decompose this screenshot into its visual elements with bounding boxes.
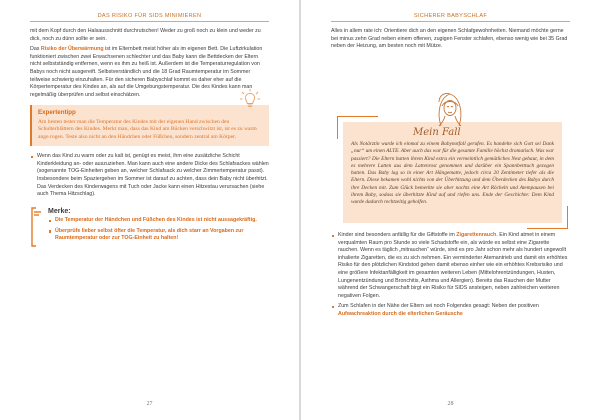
right-b1-rest: . Ein Kind atmet in einem verqualmten Raum pro Stunde so viele Schadstoffe ein, als würde es selbst eine Zigarette rauchen. Wenn es täglich „mitrauchen“ würde, sind es pro Jahr schon mehr als hundert ungewollt inhalierte Zigaretten, die es zu sich nehmen. Ein verminderter Atemantrieb und damit ein erhöhtes Risiko für den plötzlichen Kindstod gehen damit ebenso einher wie ein erhöhtes Krebsrisiko und eine größere Infektanfälligkeit im gesamten weiteren Leben (Mittelohrentzündungen, Husten, Lungenentzündung und Bronchitis, Asthma und Allergien). Bereits das Rauchen der Mutter während der Schwangerschaft birgt ein Risiko für SIDS ansteigen, neben zahlreichen weiteren negativen Folgen. xyxy=(338,232,568,299)
box-corner-bottom-right xyxy=(527,206,568,229)
right-b2-start: Zum Schlafen in der Nähe der Eltern sei noch Folgendes gesagt: Neben der positiven xyxy=(338,303,539,310)
expert-tip-title: Expertentipp xyxy=(38,109,76,117)
expert-tip-box xyxy=(30,105,269,146)
page-number-right: 28 xyxy=(447,401,454,407)
right-bullet-2 xyxy=(338,303,570,318)
right-page-body xyxy=(331,28,570,54)
highlight-ueberwaermung: Risiko der Überwärmung xyxy=(40,46,104,53)
left-bullet-1: Wenn das Kind zu warm oder zu kalt ist, genügt es meist, ihm eine zusätzliche Schicht Kinderkleidung an- oder auszuziehen. Man kann auch eine andere Dicke des Schlafsackes wählen (sogenannte TOG-Einheiten geben an, welcher Schlafsack zu welcher Zimmertemperatur passt). Insbesondere beim Spaziergehen im Sommer ist darauf zu achten, dass dein Baby nicht überhitzt. Das Verdecken des Kinderwagens mit Tuch oder Jacke kann einen Hitzestau verursachen (siehe auch Thema Hitzschlag). xyxy=(37,153,269,198)
running-head-rule-right xyxy=(331,21,570,22)
left-paragraph-1: mit dem Kopf durch den Halsausschnitt durchrutschen! Weder zu groß noch zu klein und weder zu dick, noch zu dünn sollte er sein. xyxy=(30,28,261,42)
merke-bracket-icon xyxy=(30,206,44,248)
case-story-title: Mein Fall xyxy=(413,127,461,138)
left-p2-rest: ist im Elternbett meist höher als im eigenen Bett. Die Luftzirkulation funktioniert zwischen zwei Erwachsenen schlechter und das Baby kann die Bettdecken der Eltern nicht selbstständig entfernen, wenn es ihm zu heiß ist. Außerdem ist die Temperaturregulation von Babys noch nicht ausgereift. Selbstverständlich und die 18 Grad Raumtemperatur im Sommer teilweise schwierig einzuhalten. Für den sicheren Babyschlaf kommt es daher eher auf die Körpertemperatur des Kindes an, als auf die Umgebungstemperatur. Die des Kindes kann man regelmäßig überprüfen und selbst einschätzen. xyxy=(30,46,263,98)
merke-title: Merke: xyxy=(48,207,71,215)
merke-list xyxy=(48,217,269,242)
lightbulb-icon xyxy=(239,88,261,110)
right-b1-start: Kinder sind besonders anfällig für die Giftstoffe im xyxy=(338,232,457,238)
left-page-body xyxy=(30,28,269,246)
running-head-rule-left xyxy=(30,21,269,22)
running-head-left: DAS RISIKO FÜR SIDS MINIMIEREN xyxy=(97,13,202,19)
left-bullet-list xyxy=(30,153,269,199)
merke-box xyxy=(30,205,269,243)
page-number-left: 27 xyxy=(146,401,153,407)
merke-item: Überprüfe lieber selbst öfter die Temperatur, als dich starr an Vorgaben zur Raumtemperatur oder zur TOG-Einheit zu halten! xyxy=(55,228,269,243)
running-head-right: SICHERER BABYSCHLAF xyxy=(413,13,488,19)
merke-item: Die Temperatur der Händchen und Füßchen des Kindes ist nicht aussagekräftig. xyxy=(55,217,269,224)
right-page-body-lower xyxy=(331,232,570,322)
right-bullet-1 xyxy=(338,232,570,300)
expert-tip-text: Am besten tester man die Temperatur des Kindes mit der eigenen Hand zwischen den Schulterblättern des Kindes. Merkt man, dass das Kind am Rücken verschwitzt ist, ist es zu warm ange.rogen. Teste also nicht an den Händchen oder Füßchen, sondern zentral am Körper. xyxy=(38,118,257,140)
left-p2-start: Das xyxy=(30,46,41,53)
left-page xyxy=(0,0,299,420)
right-paragraph-1: Alles in allem rate ich: Orientiere dich an den eigenen Schlafgewohnheiten. Niemand möchte gerne bei minus zehn Grad neben einem offenen, zugigen Fenster schlafen, ebenso wenig wie bei 35 Grad neben der Heizung, am besten noch mit Mütze. xyxy=(331,28,568,50)
highlight-aufwachreaktion: Aufwachreaktion durch die elterlichen Geräusche xyxy=(338,310,463,317)
left-paragraph-2 xyxy=(30,46,269,99)
right-bullet-list xyxy=(331,232,570,319)
right-page xyxy=(301,0,600,420)
box-corner-top-left xyxy=(337,116,378,139)
woman-portrait-icon xyxy=(427,86,473,130)
case-story-text: Als Notärztin wurde ich einmal zu einem Babynotfall gerufen. Es handelte sich Gott sei Dank „nur“ um einen ALTE. Aber auch das war für die gesamte Familie höchst dramatisch. Was war passiert? Die Eltern hatten ihrem Kind extra ein vermeintlich gemütliches Nest gebaut, in dem es mehrere Latten aus dem Lattenrost genommen und darüber ein Spannbetttuch gezogen hatten. Das Baby lag so in einer Art Hängematte, jedoch circa 20 Zentimeter tiefer als die Eltern. Diese bekamen wohl nichts von der Überhitzung und dem Überdecken des Babys durch ihre Decken mit. Zum Glück bemerkte sie aber nachts eine Art Röcheln und Atempausen bei ihrem Baby, sodass sie überhitzte Kind auf und riefen uns. Ende der Geschichte: Dem Kind wurde dadurch rechtzeitig geholfen. xyxy=(351,141,554,206)
highlight-zigarettenrauch: Zigarettenrauch xyxy=(456,232,497,238)
